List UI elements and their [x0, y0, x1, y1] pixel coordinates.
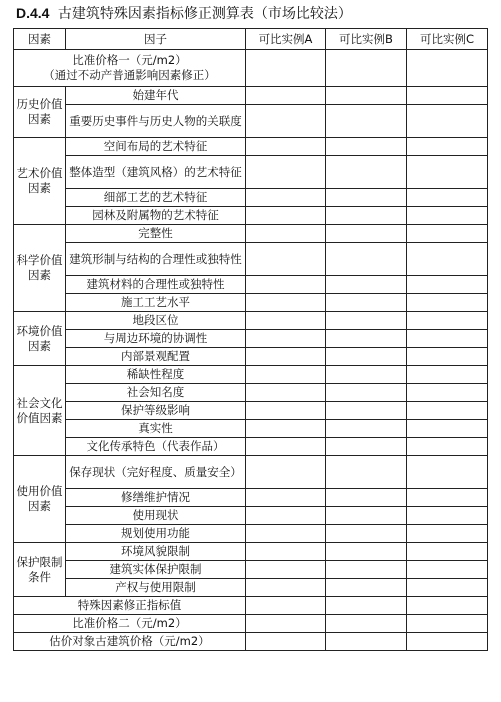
cell-c[interactable] — [407, 420, 488, 438]
cell-c[interactable] — [407, 438, 488, 456]
cell-c[interactable] — [407, 105, 488, 138]
factor-cell: 修缮维护情况 — [66, 489, 246, 507]
header-instance-b: 可比实例B — [326, 29, 407, 50]
cell-c[interactable] — [407, 207, 488, 225]
factor-row — [14, 243, 488, 276]
cell-a[interactable] — [246, 597, 326, 615]
cell-c[interactable] — [407, 633, 488, 651]
factor-row — [14, 525, 488, 543]
cell-a[interactable] — [246, 138, 326, 156]
cell-b[interactable] — [326, 330, 407, 348]
cell-c[interactable] — [407, 561, 488, 579]
factor-row — [14, 276, 488, 294]
factor-cell: 始建年代 — [66, 87, 246, 105]
cell-b[interactable] — [326, 507, 407, 525]
cell-c[interactable] — [407, 489, 488, 507]
cell-c[interactable] — [407, 507, 488, 525]
cell-b[interactable] — [326, 633, 407, 651]
factor-cell: 完整性 — [66, 225, 246, 243]
factor-row — [14, 225, 488, 243]
cell-b[interactable] — [326, 207, 407, 225]
category-cell: 科学价值因素 — [14, 225, 66, 312]
cell-a[interactable] — [246, 420, 326, 438]
cell-b[interactable] — [326, 561, 407, 579]
cell-b[interactable] — [326, 50, 407, 87]
factor-cell: 地段区位 — [66, 312, 246, 330]
cell-c[interactable] — [407, 384, 488, 402]
price-one-line-2: （通过不动产普通影响因素修正） — [43, 68, 216, 82]
factor-cell: 使用现状 — [66, 507, 246, 525]
factor-cell: 文化传承特色（代表作品） — [66, 438, 246, 456]
cell-b[interactable] — [326, 384, 407, 402]
factor-row — [14, 366, 488, 384]
cell-a[interactable] — [246, 579, 326, 597]
cell-b[interactable] — [326, 402, 407, 420]
cell-b[interactable] — [326, 615, 407, 633]
cell-c[interactable] — [407, 138, 488, 156]
section-number: D.4.4 — [16, 5, 50, 21]
factor-row — [14, 384, 488, 402]
cell-b[interactable] — [326, 105, 407, 138]
cell-b[interactable] — [326, 87, 407, 105]
cell-b[interactable] — [326, 597, 407, 615]
factor-cell: 真实性 — [66, 420, 246, 438]
category-cell: 艺术价值因素 — [14, 138, 66, 225]
factor-cell: 稀缺性程度 — [66, 366, 246, 384]
category-cell: 历史价值因素 — [14, 87, 66, 138]
cell-c[interactable] — [407, 50, 488, 87]
factor-cell: 环境风貌限制 — [66, 543, 246, 561]
header-category: 因素 — [14, 29, 66, 50]
factor-cell: 保护等级影响 — [66, 402, 246, 420]
factor-row — [14, 402, 488, 420]
factor-row — [14, 543, 488, 561]
cell-a[interactable] — [246, 225, 326, 243]
factor-cell: 空间布局的艺术特征 — [66, 138, 246, 156]
cell-a[interactable] — [246, 330, 326, 348]
summary-row — [14, 597, 488, 615]
factor-cell: 建筑形制与结构的合理性或独特性 — [66, 243, 246, 276]
cell-b[interactable] — [326, 420, 407, 438]
cell-a[interactable] — [246, 456, 326, 489]
cell-c[interactable] — [407, 366, 488, 384]
cell-a[interactable] — [246, 50, 326, 87]
factor-cell: 细部工艺的艺术特征 — [66, 189, 246, 207]
factor-row — [14, 456, 488, 489]
category-cell: 保护限制条件 — [14, 543, 66, 597]
cell-b[interactable] — [326, 438, 407, 456]
cell-a[interactable] — [246, 189, 326, 207]
cell-c[interactable] — [407, 402, 488, 420]
cell-c[interactable] — [407, 312, 488, 330]
cell-b[interactable] — [326, 294, 407, 312]
cell-b[interactable] — [326, 489, 407, 507]
factor-row — [14, 420, 488, 438]
category-cell: 环境价值因素 — [14, 312, 66, 366]
header-row — [14, 29, 488, 50]
factor-row — [14, 207, 488, 225]
cell-a[interactable] — [246, 384, 326, 402]
price-one-label — [14, 50, 246, 87]
factor-row — [14, 294, 488, 312]
cell-a[interactable] — [246, 615, 326, 633]
factor-row — [14, 561, 488, 579]
cell-c[interactable] — [407, 456, 488, 489]
category-cell: 使用价值因素 — [14, 456, 66, 543]
cell-a[interactable] — [246, 105, 326, 138]
cell-b[interactable] — [326, 276, 407, 294]
factor-row — [14, 348, 488, 366]
cell-c[interactable] — [407, 225, 488, 243]
factor-cell: 产权与使用限制 — [66, 579, 246, 597]
cell-c[interactable] — [407, 87, 488, 105]
header-factor: 因子 — [66, 29, 246, 50]
cell-b[interactable] — [326, 225, 407, 243]
cell-a[interactable] — [246, 543, 326, 561]
correction-table — [13, 28, 488, 651]
cell-b[interactable] — [326, 156, 407, 189]
cell-c[interactable] — [407, 525, 488, 543]
summary-label: 估价对象古建筑价格（元/m2） — [14, 633, 246, 651]
factor-cell: 规划使用功能 — [66, 525, 246, 543]
factor-row — [14, 579, 488, 597]
factor-row — [14, 87, 488, 105]
summary-row — [14, 633, 488, 651]
factor-row — [14, 156, 488, 189]
cell-b[interactable] — [326, 312, 407, 330]
factor-cell: 整体造型（建筑风格）的艺术特征 — [66, 156, 246, 189]
cell-a[interactable] — [246, 438, 326, 456]
cell-a[interactable] — [246, 525, 326, 543]
cell-a[interactable] — [246, 402, 326, 420]
header-instance-a: 可比实例A — [246, 29, 326, 50]
factor-cell: 重要历史事件与历史人物的关联度 — [66, 105, 246, 138]
cell-c[interactable] — [407, 276, 488, 294]
document-title — [16, 2, 352, 24]
cell-c[interactable] — [407, 330, 488, 348]
header-instance-c: 可比实例C — [407, 29, 488, 50]
cell-a[interactable] — [246, 156, 326, 189]
factor-row — [14, 489, 488, 507]
summary-label: 比准价格二（元/m2） — [14, 615, 246, 633]
cell-c[interactable] — [407, 294, 488, 312]
cell-a[interactable] — [246, 348, 326, 366]
cell-c[interactable] — [407, 615, 488, 633]
cell-a[interactable] — [246, 561, 326, 579]
cell-a[interactable] — [246, 633, 326, 651]
factor-cell: 园林及附属物的艺术特征 — [66, 207, 246, 225]
cell-a[interactable] — [246, 312, 326, 330]
cell-b[interactable] — [326, 543, 407, 561]
factor-row — [14, 438, 488, 456]
factor-cell: 建筑材料的合理性或独特性 — [66, 276, 246, 294]
cell-a[interactable] — [246, 294, 326, 312]
price-one-line-1: 比准价格一（元/m2） — [72, 53, 187, 67]
cell-a[interactable] — [246, 207, 326, 225]
summary-row — [14, 615, 488, 633]
cell-b[interactable] — [326, 189, 407, 207]
cell-c[interactable] — [407, 348, 488, 366]
factor-cell: 社会知名度 — [66, 384, 246, 402]
factor-cell: 与周边环境的协调性 — [66, 330, 246, 348]
price-one-row — [14, 50, 488, 87]
table-title: 古建筑特殊因素指标修正测算表（市场比较法） — [57, 6, 352, 22]
cell-b[interactable] — [326, 243, 407, 276]
cell-b[interactable] — [326, 579, 407, 597]
cell-c[interactable] — [407, 579, 488, 597]
factor-cell: 建筑实体保护限制 — [66, 561, 246, 579]
cell-b[interactable] — [326, 525, 407, 543]
summary-label: 特殊因素修正指标值 — [14, 597, 246, 615]
factor-row — [14, 330, 488, 348]
cell-c[interactable] — [407, 243, 488, 276]
cell-a[interactable] — [246, 243, 326, 276]
cell-c[interactable] — [407, 543, 488, 561]
cell-a[interactable] — [246, 489, 326, 507]
factor-row — [14, 507, 488, 525]
factor-cell: 保存现状（完好程度、质量安全） — [66, 456, 246, 489]
cell-b[interactable] — [326, 456, 407, 489]
cell-a[interactable] — [246, 87, 326, 105]
category-cell: 社会文化价值因素 — [14, 366, 66, 456]
factor-cell: 内部景观配置 — [66, 348, 246, 366]
cell-c[interactable] — [407, 156, 488, 189]
cell-c[interactable] — [407, 597, 488, 615]
factor-row — [14, 138, 488, 156]
factor-row — [14, 105, 488, 138]
cell-c[interactable] — [407, 189, 488, 207]
cell-a[interactable] — [246, 366, 326, 384]
factor-cell: 施工工艺水平 — [66, 294, 246, 312]
cell-b[interactable] — [326, 348, 407, 366]
cell-b[interactable] — [326, 138, 407, 156]
cell-a[interactable] — [246, 276, 326, 294]
cell-a[interactable] — [246, 507, 326, 525]
cell-b[interactable] — [326, 366, 407, 384]
factor-row — [14, 312, 488, 330]
factor-row — [14, 189, 488, 207]
